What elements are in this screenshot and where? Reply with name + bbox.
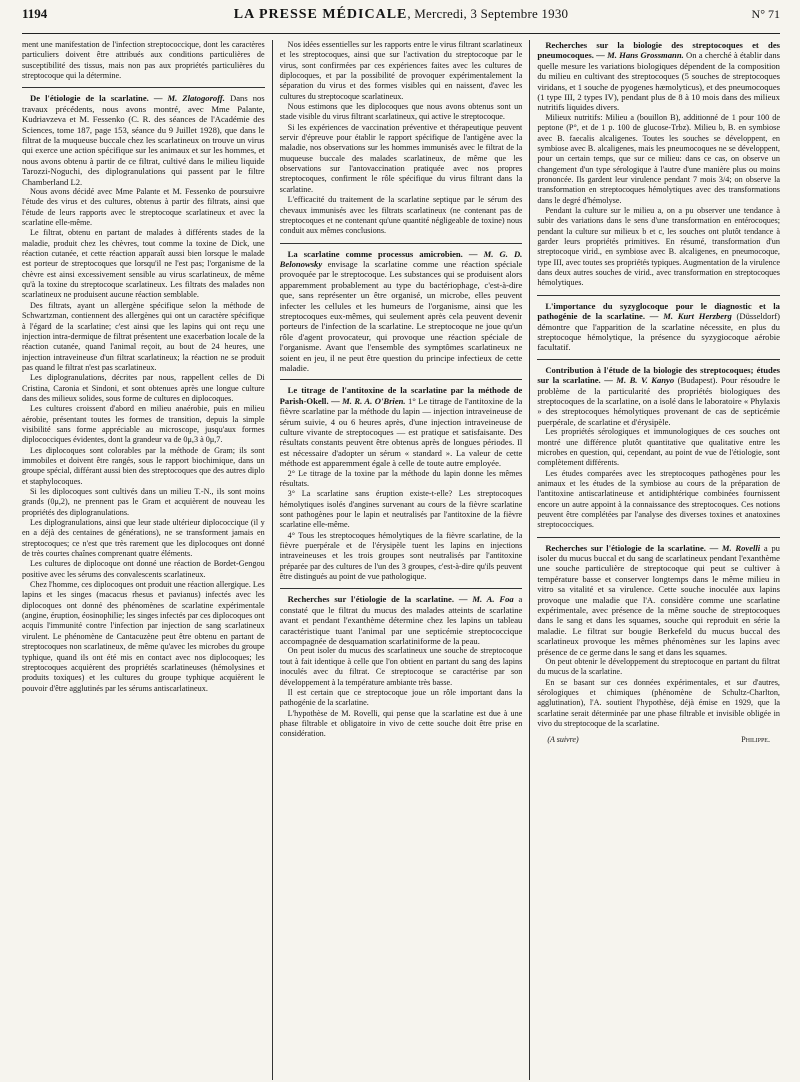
paragraph: Le filtrat, obtenu en partant de malades à différents stades de la maladie, produit chez les chèvres, tout comme la toxine de Dick, une réaction cutanée, et cette réaction apparaît aussi bien lorsque le malade est porteur de streptocoques que lorsqu'il ne l'est pas; l'organisme de la chèvre est ainsi excessivement sensible au virus scarlatineux, de même qu'à la toxine du streptocoque scarlatineux. Les filtrats des malades non scarlatineux ne produisent aucune réaction semblable. (22, 228, 265, 300)
author-name: M. R. A. O'Brien. (342, 395, 406, 406)
section-text: Dans nos travaux précédents, nous avons montré, avec Mme Palante, Kudriavzeva et M. Fessenko (C. R. des séances de l'Académie des Sciences, tome 187, page 153, séance du 9 Juillet 1928), que dans le filtrat de la muqueuse buccale chez les scarlatineux on trouve un virus qui exerce une action spécifique sur les animaux et sur les hommes, et nous avons obtenu à partir de ce filtrat, cultivé dans le milieu liquide Tarozzi-Noguchi, des diplogranulations qui passent par le filtre Chamberland L2. (22, 93, 265, 187)
section-divider (280, 379, 523, 380)
paragraph: Chez l'homme, ces diplocoques ont produit une réaction allergique. Les lapins et les singes (macacus rhesus et pavianus) infectés avec les diplocoques ont donné des phénomènes de scarlatine expérimentale (angine, éruption, éosinophilie; les singes infectés par ces diplocoques ont acquis l'immunité contre l'infection par injection de sang scarlatineux virulent. Le phénomène de Cantacuzène peut être obtenu en partant de streptocoques non scarlatineux, de même qu'avec les microbes du groupe typhique, quand ils ont été mis en contact avec nos diplocoques; les streptocoques acquièrent des propriétés scarlatineuses (hémolysines et produits toxiques) et les cultures du groupe typhique acquièrent le pouvoir d'être agglutinés par les sérums antiscarlatineux. (22, 580, 265, 693)
section-heading: Recherches sur l'étiologie de la scarlatine. — M. A. Foa a constaté que le filtrat du mucus des malades atteints de scarlatine avant et pendant l'exanthème détermine chez les lapins un tableau caractéristique tuant l'animal par une septicémie streptococcique accompagnée de desquamation scarlatiniforme de la peau. (279, 594, 523, 647)
section-title: Contribution à l'étude de la biologie des streptocoques; études sur la scarlatine. (537, 364, 780, 386)
paragraph: Nos idées essentielles sur les rapports entre le virus filtrant scarlatineux et les streptocoques, ainsi que sur l'activation du streptocoque par le virus, sont confirmées par ces expériences faites avec les cultures de diplocoques, et par la possibilité de provoquer expérimentalement la séparation du virus et des formes visibles qui en naissent, d'avec les cultures du streptocoque scarlatineux. (279, 40, 523, 101)
section-title: Recherches sur l'étiologie de la scarlatine. (287, 594, 455, 605)
author-name: M. Zlatogoroff. (167, 93, 225, 104)
section-heading: Le titrage de l'antitoxine de la scarlatine par la méthode de Parish-Okell. — M. R. A. O'Brien. 1° Le titrage de l'antitoxine de la fièvre scarlatine par la méthode du lapin — injection intraveineuse de sérum suivie, 4 ou 6 heures après, d'une injection intraveineuse de culture vivante de streptocoques — est pratique et satisfaisante. Des résultats constants peuvent être obtenus après de longues périodes. Il est nécessaire d'adopter un sérum « standard ». La valeur de cette méthode est apparemment égale à celle de toute autre employée. (279, 385, 523, 469)
signature: Philippe. (741, 735, 770, 745)
paragraph: L'efficacité du traitement de la scarlatine septique par le sérum des chevaux immunisés avec les filtrats scarlatineux (ne contenant pas de streptocoques et ne contenant qu'une quantité négligeable de toxine) nous conduit aux mêmes conclusions. (279, 195, 523, 236)
section-heading: Recherches sur la biologie des streptocoques et des pneumocoques. — M. Hans Grossmann. On a cherché à établir dans quelle mesure les variations biologiques dépendent de la composition du milieu en cultivant des streptocoques (5 souches de streptocoques viridans, et 1 souche de pyogenes hæmolyticus), et des pneumocoques (1 type III, 2 types IV), pendant plus de 8 à 10 mois dans des milieux nutritifs liquides divers. (537, 40, 780, 113)
paragraph: En se basant sur ces données expérimentales, et sur d'autres, sérologiques et chimiques (phénomène de Schultz-Charlton, agglutination), l'A. soutient l'hypothèse, déjà émise en 1929, que la scarlatine serait déterminée par une phase filtrable et invisible obligée in vivo du streptocoque de la scarlatine. (537, 677, 780, 729)
paragraph: 2° Le titrage de la toxine par la méthode du lapin donne les mêmes résultats. (279, 468, 523, 488)
author-name: M. Kurt Herzberg (663, 311, 732, 322)
author-name: M. Hans Grossmann. (607, 50, 684, 61)
paragraph: ment une manifestation de l'infection streptococcique, dont les caractères particuliers doivent être attribués aux conditions particulières de susceptibilité des tissus, mais non pas aux propriétés particulières du streptocoque qui la détermine. (22, 40, 265, 81)
paragraph: Nous avons décidé avec Mme Palante et M. Fessenko de poursuivre l'étude des virus et des cultures, obtenus à partir des filtrats, ainsi que l'étude de leurs rapports avec le streptocoque scarlatineux et avec la scarlatine elle-même. (22, 187, 265, 228)
section-heading: L'importance du syzyglocoque pour le diagnostic et la pathogénie de la scarlatine. — M. Kurt Herzberg (Düsseldorf) démontre que l'apparition de la scarlatine nécessite, en plus du streptocoque hémolytique, la présence du syzygiocoque aérobie facultatif. (537, 300, 780, 353)
header-rule (22, 33, 780, 34)
masthead (22, 6, 780, 32)
page-number: 1194 (22, 6, 48, 21)
paragraph: Des filtrats, ayant un allergène spécifique selon la méthode de Schwartzman, contiennent des allergènes qui ont un caractère spécifique à l'égard de la scarlatine; c'est ainsi que les lapins qui ont reçu une injection intra-dermique de filtrat présentent une exacerbation locale de la réaction cutanée, quand l'animal reçoit, au bout de 24 heures, une injection intraveineuse d'un filtrat scarlatineux; la réaction ne se produit pas quand le filtrat n'est pas scarlatineux. (22, 300, 265, 372)
section-title: L'importance du syzyglocoque pour le diagnostic et la pathogénie de la scarlatine. (537, 300, 780, 322)
paragraph: Si les expériences de vaccination préventive et thérapeutique peuvent servir d'épreuve pour établir le rapport spécifique de l'antigène avec la maladie, nos observations sur les hommes immunisés avec le filtrat de la muqueuse buccale des malades scarlatineux, de même que les observations sur l'antovaccination pratiquée avec nos propres streptocoques, confirment le rôle spécifique du virus filtrant dans la scarlatine. (279, 122, 523, 194)
issue-number: N° 71 (751, 7, 780, 21)
section-divider (537, 295, 780, 296)
paragraph: On peut obtenir le développement du streptocoque en partant du filtrat du mucus de la scarlatine. (537, 657, 780, 677)
paragraph: Les propriétés sérologiques et immunologiques de ces souches ont montré une différence plutôt quantitative que qualitative entre les microbes en question, qui, cependant, au point de vue de l'étiologie, sont complètement différents. (537, 427, 780, 468)
section-heading: Contribution à l'étude de la biologie des streptocoques; études sur la scarlatine. — M. B. V. Kanyo (Budapest). Pour résoudre le problème de la particularité des propriétés biologiques des streptocoques de la scarlatine, on a isolé dans le laboratoire « Phylaxis » des streptocoques hémolytiques provenant de cas de septicémie puerpérale, de scarlatine et d'érysipèle. (537, 364, 780, 427)
paragraph: Les cultures croissent d'abord en milieu anaérobie, puis en milieu aérobie, présentant toutes les formes de transition, depuis la simple visibilité sans forme appréciable au microscope, jusqu'aux formes diplococciques évidentes, dont la grandeur va de 0μ,3 à 0μ,7. (22, 404, 265, 445)
section-title: Recherches sur l'étiologie de la scarlatine. (545, 542, 706, 553)
section-text: (Budapest). Pour résoudre le problème de la particularité des propriétés biologiques des streptocoques de la scarlatine, on a isolé dans le laboratoire « Phylaxis » des streptocoques hémolytiques provenant de cas de septicémie puerpérale, de scarlatine et d'érysipèle. (537, 375, 780, 427)
section-heading: De l'étiologie de la scarlatine. — M. Zlatogoroff. Dans nos travaux précédents, nous avons montré, avec Mme Palante, Kudriavzeva et M. Fessenko (C. R. des séances de l'Académie des Sciences, tome 187, page 153, séance du 9 Juillet 1928), que dans le filtrat de la muqueuse buccale chez les scarlatineux on trouve un virus qui exerce une action spécifique sur les animaux et sur les hommes, et nous avons obtenu à partir de ce filtrat, cultivé dans le milieu liquide Tarozzi-Noguchi, des diplogranulations qui passent par le filtre Chamberland L2. (22, 93, 265, 187)
section-divider (280, 588, 523, 589)
section-divider (537, 359, 780, 360)
journal-title-line: LA PRESSE MÉDICALE, Mercredi, 3 Septembre 1930 (233, 6, 569, 22)
column-2 (280, 40, 523, 1080)
column-separator (529, 40, 530, 1080)
section-text: (Düsseldorf) démontre que l'apparition de la scarlatine nécessite, en plus du streptocoque hémolytique, la présence du syzygiocoque aérobie facultatif. (537, 311, 780, 353)
paragraph: Pendant la culture sur le milieu a, on a pu observer une tendance à subir des variations dans le sens d'une transformation en entérocoques; pendant la culture sur milieux b et c, les souches ont plutôt tendance à garder leurs propriétés primitives. En résumé, transformation d'un streptocoque virid., en symbiose avec B. alcaligenes, en pneumocoque, type III, avec toutes ses propriétés typiques. Augmentation de la virulence dans deux autres souches de virid., avec transformation en streptocoques hémolytiques. (537, 205, 780, 288)
paragraph: Il est certain que ce streptocoque joue un rôle important dans la pathogénie de la scarlatine. (279, 687, 523, 708)
section-heading: La scarlatine comme processus amicrobien. — M. G. D. Belonowsky envisage la scarlatine comme une réaction spéciale provoquée par le streptocoque. Les substances qui se produisent alors apparemment probablement au type du bactériophage, c'est-à-dire que, sans représenter un être organisé, un microbe, elles peuvent infecter les cellules et les humeurs de l'organisme, ainsi que les streptocoques eux-mêmes, qui seulement après cela peuvent devenir porteurs de l'infection de la scarlatine. Le streptocoque ne joue qu'un rôle d'agent provocateur, qui provoque une réaction spéciale de l'organisme. Avant que l'ensemble des symptômes scarlatineux ne soient en jeu, il ne peut être question du principe infectieux de cette maladie. (279, 248, 523, 373)
column-1 (22, 40, 265, 1080)
paragraph: Les études comparées avec les streptocoques pathogènes pour les animaux et les études de la symbiose au cours de la préparation de l'antitoxine antiscarlatineuse et antidiphtérique combinées fournissent encore un autre appoint à la connaissance des streptocoques. Ces notions peuvent être complétées par l'analyse des diverses toxines et anatoxines streptococciques. (537, 468, 780, 530)
section-text: On a cherché à établir dans quelle mesure les variations biologiques dépendent de la composition du milieu en cultivant des streptocoques (5 souches de streptocoques viridans, et 1 souche de pyogenes hæmolyticus), et des pneumocoques (1 type III, 2 types IV), pendant plus de 8 à 10 mois dans des milieux nutritifs liquides divers. (537, 50, 780, 113)
issue-date: Mercredi, 3 Septembre 1930 (414, 6, 569, 21)
paragraph: L'hypothèse de M. Rovelli, qui pense que la scarlatine est due à une phase filtrable et obligatoire in vivo de cette souche doit être prise en considération. (279, 708, 523, 739)
section-divider (22, 87, 265, 88)
paragraph: Si les diplocoques sont cultivés dans un milieu T.-N., ils sont moins grands (0μ,2), ne prennent pas le Gram et acquièrent de nouveau les propriétés des diplogranulations. (22, 487, 265, 517)
article-columns (22, 40, 780, 1080)
section-text: envisage la scarlatine comme une réaction spéciale provoquée par le streptocoque. Les substances qui se produisent alors apparemment probablement au type du bactériophage, c'est-à-dire que, sans représenter un être organisé, un microbe, elles peuvent infecter les cellules et les humeurs de l'organisme, ainsi que les streptocoques eux-mêmes, qui seulement après cela peuvent devenir porteurs de l'infection de la scarlatine. Le streptocoque ne joue qu'un rôle d'agent provocateur, qui provoque une réaction spéciale de l'organisme. Avant que l'ensemble des symptômes scarlatineux ne soient en jeu, il ne peut être question du principe infectieux de cette maladie. (279, 258, 523, 373)
section-heading: Recherches sur l'étiologie de la scarlatine. — M. Rovelli a pu isoler du mucus buccal et du sang de scarlatineux pendant l'exanthème une souche particulière de streptocoque qui peut se cultiver à température basse et conserver longtemps dans le même milieu in vitro sa vitalité et sa virulence. Cette souche inoculée aux lapins provoque une maladie que l'A. considère comme une scarlatine expérimentale, avec présence de la même souche de streptocoques dans le sang et dans les squames, souche qui reproduit en série la maladie. Le filtrat sur bougie Berkefeld du mucus buccal des scarlatineux provoque les mêmes phénomènes sur les lapins avec présence de ce germe dans le sang et dans les squames. (537, 542, 780, 657)
author-name: M. B. V. Kanyo (616, 375, 675, 386)
section-text: 1° Le titrage de l'antitoxine de la fièvre scarlatine par la méthode du lapin — injection intraveineuse de sérum suivie, 4 ou 6 heures après, d'une injection intraveineuse de culture vivante de streptocoques — est pratique et satisfaisante. Des résultats constants peuvent être obtenus après de longues périodes. Il est nécessaire d'adopter un sérum « standard ». La valeur de cette méthode est apparemment égale à celle de toute autre employée. (279, 395, 523, 469)
paragraph: Nous estimons que les diplocoques que nous avons obtenus sont un stade visible du virus filtrant scarlatineux, qui active le streptocoque. (279, 102, 523, 122)
section-divider (280, 243, 523, 244)
author-name: M. A. Foa (472, 594, 514, 605)
section-title: Le titrage de l'antitoxine de la scarlatine par la méthode de Parish-Okell. (279, 385, 523, 406)
article-footer (537, 735, 780, 745)
column-3 (537, 40, 780, 1080)
column-separator (272, 40, 273, 1080)
author-name: M. G. D. Belonowsky (279, 248, 523, 269)
section-text: a pu isoler du mucus buccal et du sang de scarlatineux pendant l'exanthème une souche particulière de streptocoque qui peut se cultiver à température basse et conserver longtemps dans le même milieu in vitro sa vitalité et sa virulence. Cette souche inoculée aux lapins provoque une maladie que l'A. considère comme une scarlatine expérimentale, avec présence de la même souche de streptocoques dans le sang et dans les squames, souche qui reproduit en série la maladie. Le filtrat sur bougie Berkefeld du mucus buccal des scarlatineux provoque les mêmes phénomènes sur les lapins avec présence de ce germe dans le sang et dans les squames. (537, 542, 780, 657)
journal-name: LA PRESSE MÉDICALE (233, 7, 408, 22)
paragraph: Les diplogranulations, décrites par nous, rappellent celles de Di Cristina, Caronia et Sindoni, et sont obtenues après une longue culture dans des milieux solides, sous forme de cultures en diplocoques. (22, 373, 265, 403)
paragraph: Les diplogranulations, ainsi que leur stade ultérieur diplococcique (il y en a déjà des centaines de générations), ne se transforment jamais en streptocoques; ce n'est que très rarement que les diplocoques ont donné de très courtes chaînes comprenant quatre éléments. (22, 518, 265, 559)
paragraph: Les diplocoques sont colorables par la méthode de Gram; ils sont immobiles et doivent être rangés, sous le rapport biochimique, dans un groupe spécial, différant aussi bien des streptocoques que des autres diplo et staphylocoques. (22, 445, 265, 486)
paragraph: Milieux nutritifs: Milieu a (bouillon B), additionné de 1 pour 100 de peptone (P°, et de 1 p. 100 de glucose-Trbz). Milieu b, B. en symbiose avec B. faecalis alcaligenes. Toutes les souches se développent, en symbiose avec B. alcaligenes, mais les pneumocoques ne se développent, pour un certain temps, que sur ce milieu: dans ce cas, on observe un changement d'un type sérologique à l'autre d'une manière plus ou moins prononcée. Ils gardent leur virulence pendant 7 mois 3/4; on observe la transformation en streptocoques hémolytiques avec des transformations dans le degré d'hémolyse. (537, 112, 780, 205)
section-title: La scarlatine comme processus amicrobien. (287, 248, 463, 259)
paragraph: Les cultures de diplocoque ont donné une réaction de Bordet-Gengou positive avec les sérums des convalescents scarlatineux. (22, 559, 265, 579)
author-name: M. Rovelli (721, 542, 761, 553)
paragraph: On peut isoler du mucus des scarlatineux une souche de streptocoque tout à fait identique à celle que l'on obtient en partant du sang des lapins inoculés avec du filtrat. Ce streptocoque se caractérise par son développement à la température ambiante très basse. (279, 646, 523, 687)
section-title: Recherches sur la biologie des streptocoques et des pneumocoques. (537, 40, 780, 61)
section-text: a constaté que le filtrat du mucus des malades atteints de scarlatine avant et pendant l'exanthème détermine chez les lapins un tableau caractéristique tuant l'animal par une septicémie streptococcique accompagnée de desquamation scarlatiniforme de la peau. (279, 594, 523, 647)
paragraph: 3° La scarlatine sans éruption existe-t-elle? Les streptocoques hémolytiques isolés d'angines survenant au cours de la fièvre scarlatine sont pathogènes pour le lapin et neutralisés par l'antitoxine de la fièvre scarlatine elle-même. (279, 489, 523, 530)
section-title: De l'étiologie de la scarlatine. (30, 93, 149, 104)
paragraph: 4° Tous les streptocoques hémolytiques de la fièvre scarlatine, de la fièvre puerpérale et de l'érysipèle tuent les lapins en injections intraveineuses et les trois groupes sont neutralisés par l'antitoxine préparée par des cultures de l'un des 3 groupes, c'est-à-dire qu'ils peuvent être distingués au point de vue pathologique. (279, 530, 523, 582)
continued-note: (A suivre) (547, 735, 579, 745)
section-divider (537, 537, 780, 538)
